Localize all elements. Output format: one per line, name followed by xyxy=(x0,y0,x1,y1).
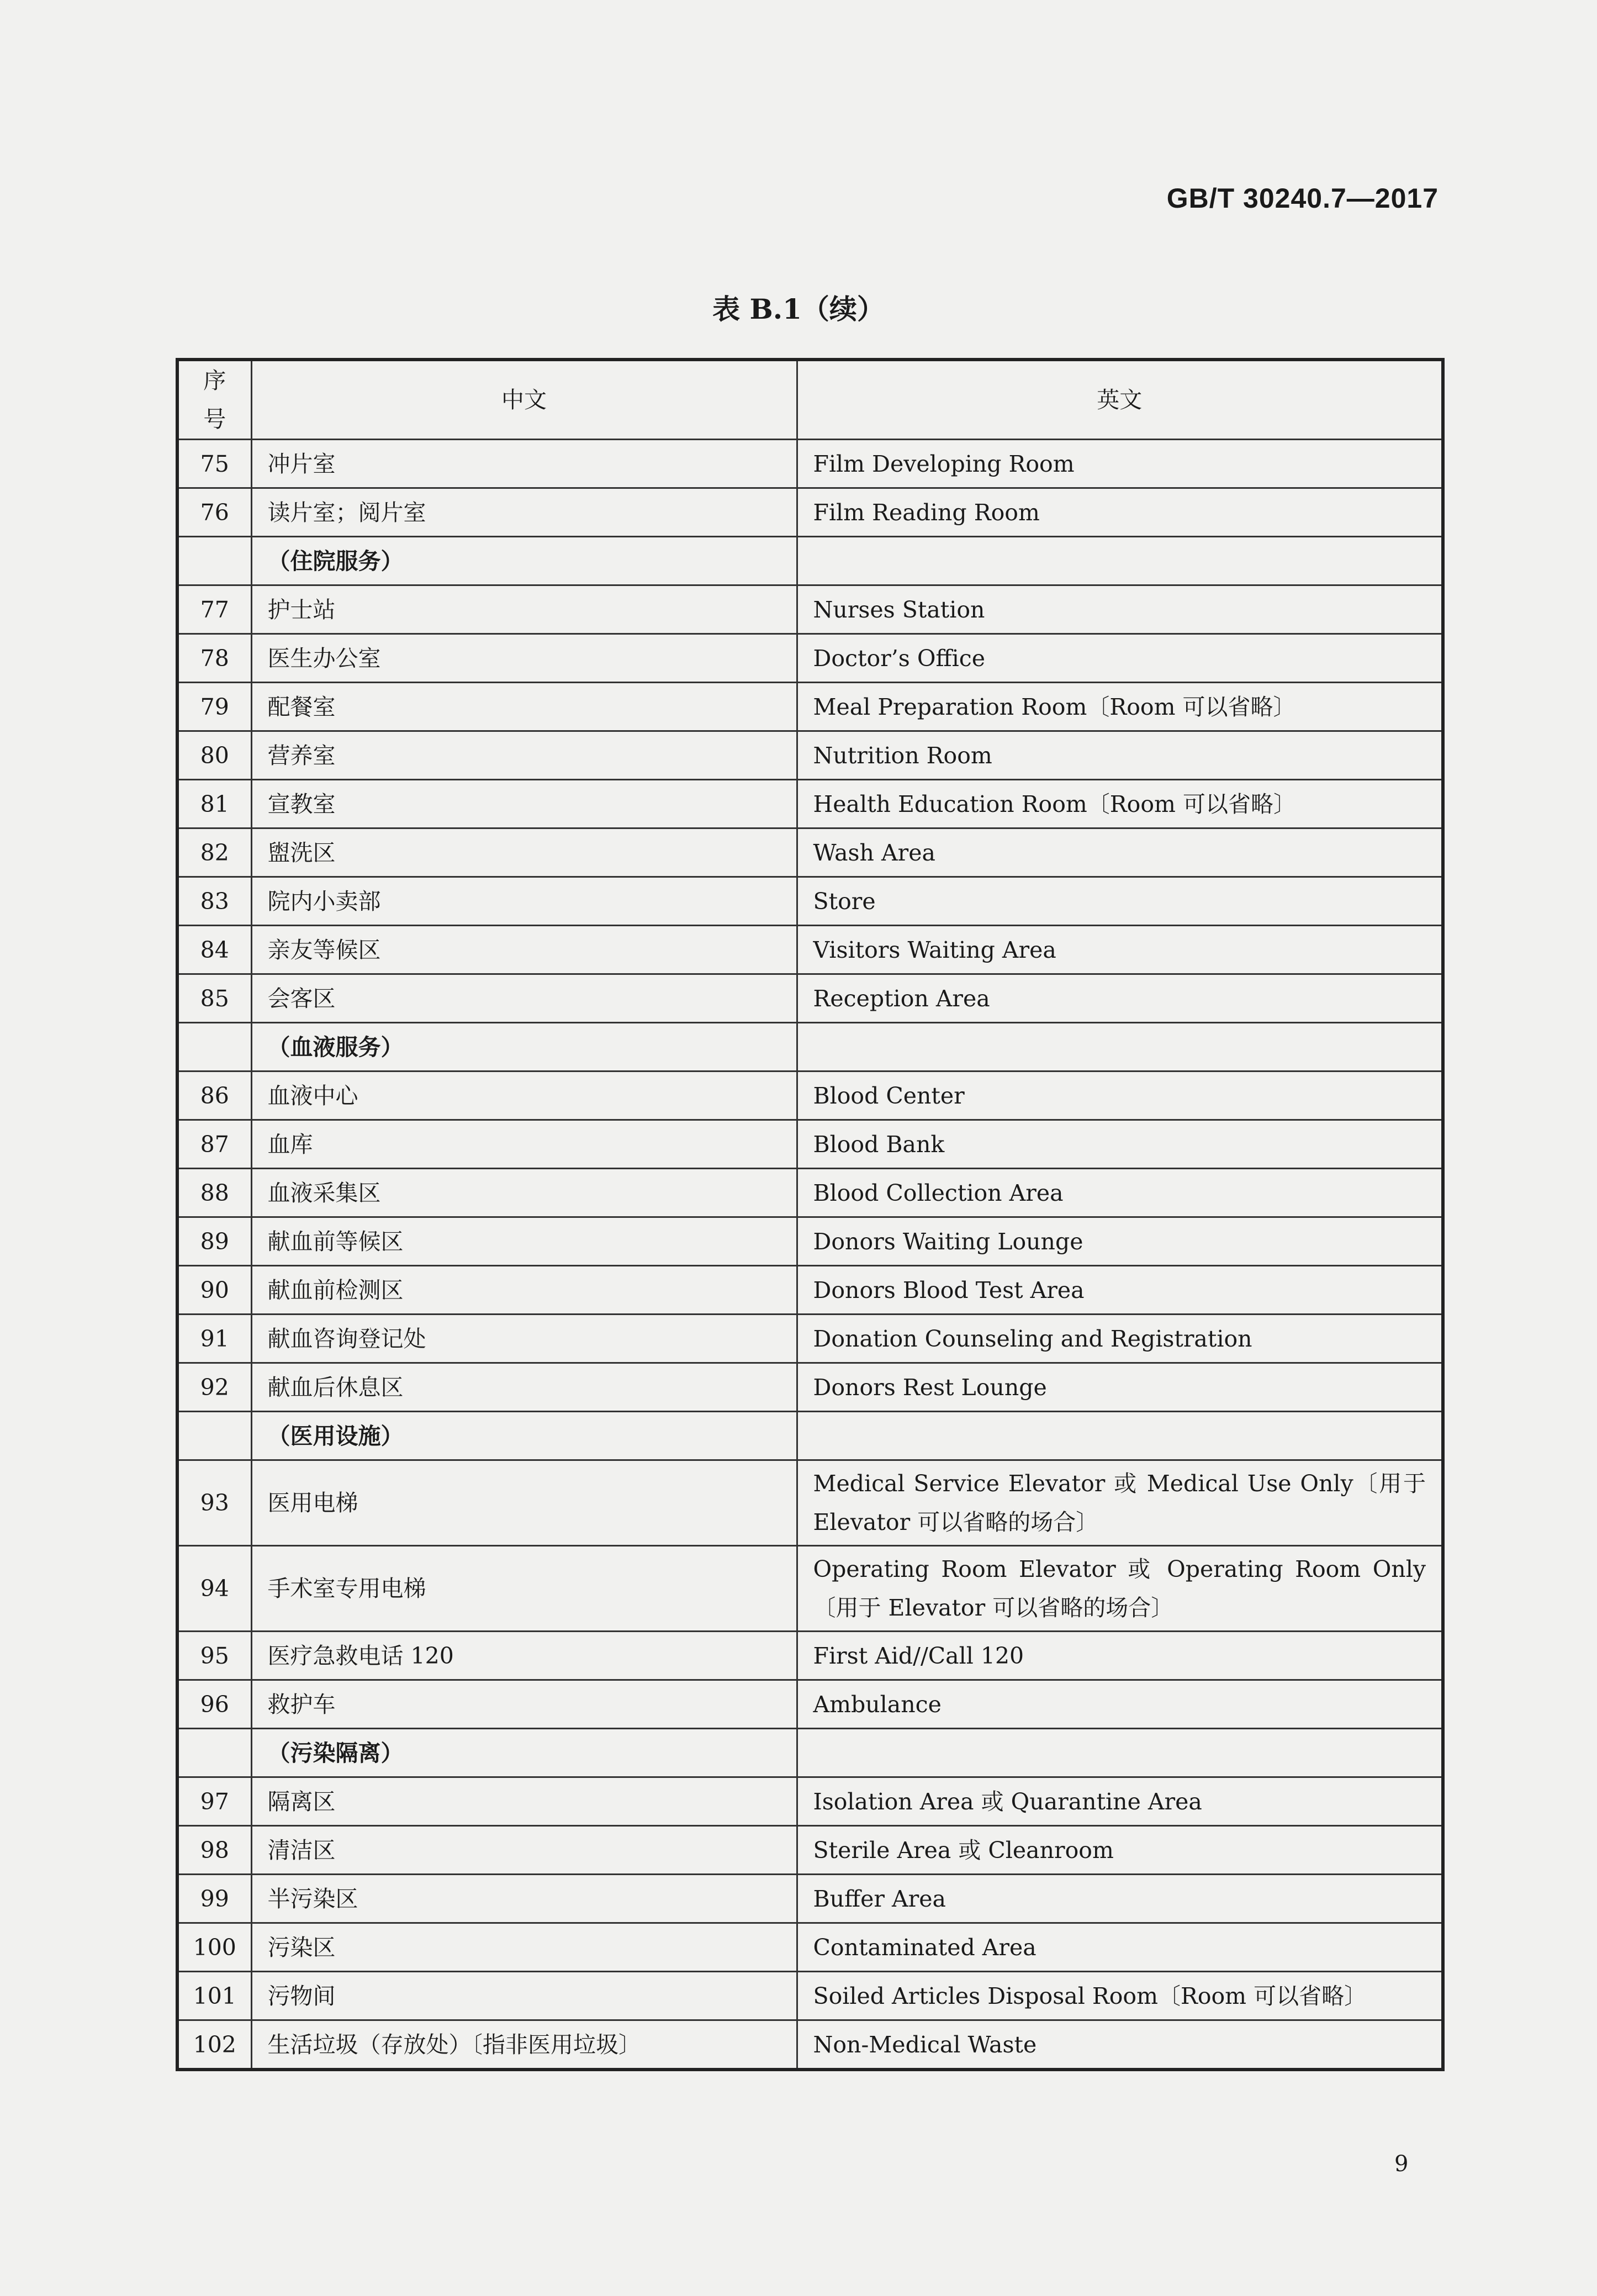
chinese-term: 献血前检测区 xyxy=(251,1266,797,1315)
chinese-term: 清洁区 xyxy=(251,1826,797,1875)
english-term xyxy=(797,1412,1443,1460)
english-term: Reception Area xyxy=(797,974,1443,1023)
chinese-term: 半污染区 xyxy=(251,1875,797,1923)
row-number: 83 xyxy=(177,877,251,926)
english-term: Soiled Articles Disposal Room〔Room 可以省略〕 xyxy=(797,1972,1443,2020)
english-term: Visitors Waiting Area xyxy=(797,926,1443,974)
chinese-term: 护士站 xyxy=(251,585,797,634)
chinese-term: （污染隔离） xyxy=(251,1729,797,1777)
chinese-term: 手术室专用电梯 xyxy=(251,1546,797,1632)
table-section-row xyxy=(177,1412,1443,1460)
table-row xyxy=(177,926,1443,974)
column-header-number: 序号 xyxy=(177,360,251,440)
chinese-term: 污物间 xyxy=(251,1972,797,2020)
row-number xyxy=(177,537,251,585)
english-term: Nurses Station xyxy=(797,585,1443,634)
table-row xyxy=(177,974,1443,1023)
chinese-term: 读片室；阅片室 xyxy=(251,488,797,537)
column-header-chinese: 中文 xyxy=(251,360,797,440)
row-number xyxy=(177,1412,251,1460)
table-row xyxy=(177,1120,1443,1169)
english-term: Meal Preparation Room〔Room 可以省略〕 xyxy=(797,683,1443,731)
chinese-term: 血液中心 xyxy=(251,1072,797,1120)
row-number: 96 xyxy=(177,1680,251,1729)
row-number: 76 xyxy=(177,488,251,537)
english-term xyxy=(797,537,1443,585)
table-row xyxy=(177,1546,1443,1632)
english-term: Nutrition Room xyxy=(797,731,1443,780)
english-term: Doctor’s Office xyxy=(797,634,1443,683)
row-number: 79 xyxy=(177,683,251,731)
english-term: Contaminated Area xyxy=(797,1923,1443,1972)
chinese-term: 救护车 xyxy=(251,1680,797,1729)
row-number: 93 xyxy=(177,1460,251,1546)
english-term: Non-Medical Waste xyxy=(797,2020,1443,2070)
page-number: 9 xyxy=(1394,2151,1409,2177)
chinese-term: 亲友等候区 xyxy=(251,926,797,974)
row-number: 86 xyxy=(177,1072,251,1120)
table-row xyxy=(177,1972,1443,2020)
table-row xyxy=(177,1460,1443,1546)
table-row xyxy=(177,1875,1443,1923)
chinese-term: 宣教室 xyxy=(251,780,797,828)
english-term: Ambulance xyxy=(797,1680,1443,1729)
chinese-term: 配餐室 xyxy=(251,683,797,731)
table-row xyxy=(177,1169,1443,1217)
english-term xyxy=(797,1729,1443,1777)
table-row xyxy=(177,440,1443,488)
row-number: 99 xyxy=(177,1875,251,1923)
english-term: Donation Counseling and Registration xyxy=(797,1315,1443,1363)
table-row xyxy=(177,780,1443,828)
chinese-term: 献血后休息区 xyxy=(251,1363,797,1412)
chinese-term: 血液采集区 xyxy=(251,1169,797,1217)
english-term: Medical Service Elevator 或 Medical Use Only〔用于 Elevator 可以省略的场合〕 xyxy=(797,1460,1443,1546)
row-number: 102 xyxy=(177,2020,251,2070)
table-row xyxy=(177,731,1443,780)
row-number xyxy=(177,1023,251,1072)
table-row xyxy=(177,1363,1443,1412)
english-term: Wash Area xyxy=(797,828,1443,877)
column-header-english: 英文 xyxy=(797,360,1443,440)
table-row xyxy=(177,488,1443,537)
table-row xyxy=(177,1923,1443,1972)
english-term: Blood Center xyxy=(797,1072,1443,1120)
row-number: 80 xyxy=(177,731,251,780)
english-term: Blood Bank xyxy=(797,1120,1443,1169)
row-number: 97 xyxy=(177,1777,251,1826)
row-number: 85 xyxy=(177,974,251,1023)
english-term: Isolation Area 或 Quarantine Area xyxy=(797,1777,1443,1826)
row-number: 91 xyxy=(177,1315,251,1363)
english-term: Operating Room Elevator 或 Operating Room Only〔用于 Elevator 可以省略的场合〕 xyxy=(797,1546,1443,1632)
english-term: Donors Rest Lounge xyxy=(797,1363,1443,1412)
table-title: 表 B.1（续） xyxy=(712,293,885,325)
table-row xyxy=(177,1826,1443,1875)
table-body xyxy=(177,440,1443,2070)
row-number: 87 xyxy=(177,1120,251,1169)
terminology-table xyxy=(176,358,1445,2071)
table-row xyxy=(177,1777,1443,1826)
chinese-term: 献血咨询登记处 xyxy=(251,1315,797,1363)
english-term: Store xyxy=(797,877,1443,926)
row-number: 82 xyxy=(177,828,251,877)
english-term: Blood Collection Area xyxy=(797,1169,1443,1217)
row-number: 95 xyxy=(177,1632,251,1680)
table-row xyxy=(177,1217,1443,1266)
row-number: 81 xyxy=(177,780,251,828)
row-number: 90 xyxy=(177,1266,251,1315)
chinese-term: 院内小卖部 xyxy=(251,877,797,926)
chinese-term: 医生办公室 xyxy=(251,634,797,683)
row-number: 100 xyxy=(177,1923,251,1972)
chinese-term: 医疗急救电话 120 xyxy=(251,1632,797,1680)
english-term: Donors Waiting Lounge xyxy=(797,1217,1443,1266)
chinese-term: 污染区 xyxy=(251,1923,797,1972)
english-term: Sterile Area 或 Cleanroom xyxy=(797,1826,1443,1875)
standard-code: GB/T 30240.7—2017 xyxy=(1166,183,1439,214)
table-row xyxy=(177,1632,1443,1680)
chinese-term: 医用电梯 xyxy=(251,1460,797,1546)
english-term: First Aid//Call 120 xyxy=(797,1632,1443,1680)
chinese-term: 血库 xyxy=(251,1120,797,1169)
row-number: 101 xyxy=(177,1972,251,2020)
chinese-term: 献血前等候区 xyxy=(251,1217,797,1266)
chinese-term: 营养室 xyxy=(251,731,797,780)
table-row xyxy=(177,634,1443,683)
table-row xyxy=(177,683,1443,731)
chinese-term: 会客区 xyxy=(251,974,797,1023)
table-row xyxy=(177,1680,1443,1729)
row-number: 94 xyxy=(177,1546,251,1632)
table-row xyxy=(177,828,1443,877)
chinese-term: （住院服务） xyxy=(251,537,797,585)
row-number: 78 xyxy=(177,634,251,683)
english-term: Film Developing Room xyxy=(797,440,1443,488)
table-row xyxy=(177,877,1443,926)
table-section-row xyxy=(177,1023,1443,1072)
row-number: 84 xyxy=(177,926,251,974)
table-row xyxy=(177,1072,1443,1120)
row-number: 75 xyxy=(177,440,251,488)
table-row xyxy=(177,1266,1443,1315)
row-number: 88 xyxy=(177,1169,251,1217)
chinese-term: 隔离区 xyxy=(251,1777,797,1826)
english-term: Buffer Area xyxy=(797,1875,1443,1923)
table-header-row xyxy=(177,360,1443,440)
english-term xyxy=(797,1023,1443,1072)
row-number: 89 xyxy=(177,1217,251,1266)
row-number: 77 xyxy=(177,585,251,634)
chinese-term: （医用设施） xyxy=(251,1412,797,1460)
table-section-row xyxy=(177,537,1443,585)
row-number: 98 xyxy=(177,1826,251,1875)
table-row xyxy=(177,2020,1443,2070)
table-section-row xyxy=(177,1729,1443,1777)
chinese-term: （血液服务） xyxy=(251,1023,797,1072)
english-term: Film Reading Room xyxy=(797,488,1443,537)
table-row xyxy=(177,585,1443,634)
table-row xyxy=(177,1315,1443,1363)
chinese-term: 冲片室 xyxy=(251,440,797,488)
chinese-term: 盥洗区 xyxy=(251,828,797,877)
english-term: Health Education Room〔Room 可以省略〕 xyxy=(797,780,1443,828)
row-number: 92 xyxy=(177,1363,251,1412)
chinese-term: 生活垃圾（存放处）〔指非医用垃圾〕 xyxy=(251,2020,797,2070)
row-number xyxy=(177,1729,251,1777)
english-term: Donors Blood Test Area xyxy=(797,1266,1443,1315)
